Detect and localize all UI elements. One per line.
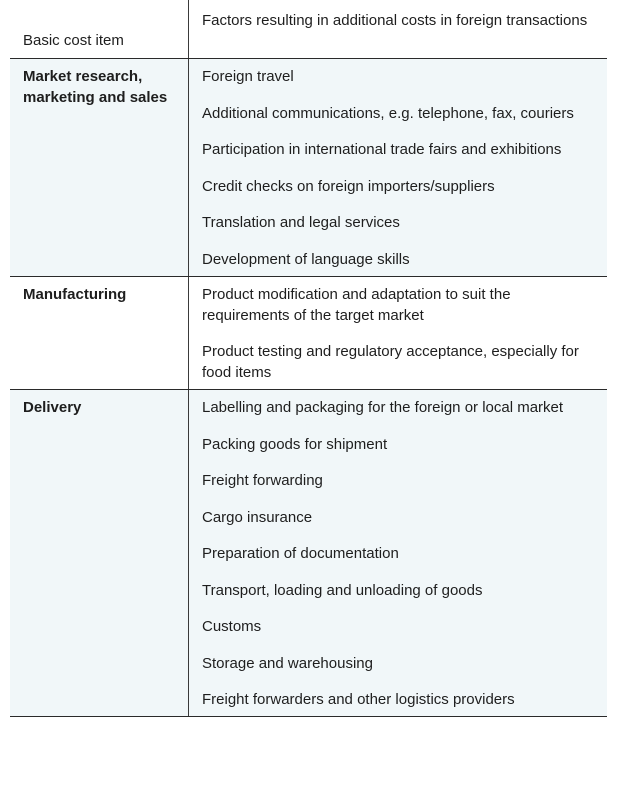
factor-cell [189,277,607,390]
factor-cell [189,390,607,716]
factor-item: Development of language skills [202,250,410,268]
factor-item: Product testing and regulatory acceptance, especially for food items [202,343,579,381]
factor-item: Product modification and adaptation to suit the requirements of the target market [202,285,511,324]
factor-item: Additional communications, e.g. telephone, fax, couriers [202,104,574,122]
header-basic-cost-item: Basic cost item [23,32,124,49]
group-label-delivery: Delivery [23,399,82,416]
factor-item: Packing goods for shipment [202,435,388,453]
factor-item: Participation in international trade fairs and exhibitions [202,141,562,158]
header-cell-factors [189,0,607,58]
factor-list [202,59,593,276]
header-cell-cost-item [10,0,189,58]
table-header-row [10,0,607,59]
cost-factors-table [10,0,607,717]
factor-list [202,277,593,390]
factor-item: Freight forwarders and other logistics providers [202,691,515,708]
factor-item: Labelling and packaging for the foreign or local market [202,399,564,416]
group-delivery [10,390,607,717]
factor-cell [189,59,607,276]
factor-item: Cargo insurance [202,508,313,526]
factor-item: Translation and legal services [202,214,400,231]
group-label-market-research: Market research, marketing and sales [23,68,168,106]
factor-item: Freight forwarding [202,472,323,489]
group-manufacturing [10,277,607,391]
factor-item: Preparation of documentation [202,545,399,562]
factor-item: Transport, loading and unloading of goods [202,581,483,599]
header-factors: Factors resulting in additional costs in foreign transactions [202,12,588,29]
group-label-cell [10,390,189,716]
group-label-cell [10,277,189,390]
group-market-research [10,59,607,277]
factor-item: Foreign travel [202,68,294,85]
group-label-manufacturing: Manufacturing [23,285,127,303]
factor-item: Credit checks on foreign importers/suppliers [202,177,495,195]
factor-item: Storage and warehousing [202,654,373,672]
group-label-cell [10,59,189,276]
factor-list [202,390,593,716]
factor-item: Customs [202,618,262,635]
